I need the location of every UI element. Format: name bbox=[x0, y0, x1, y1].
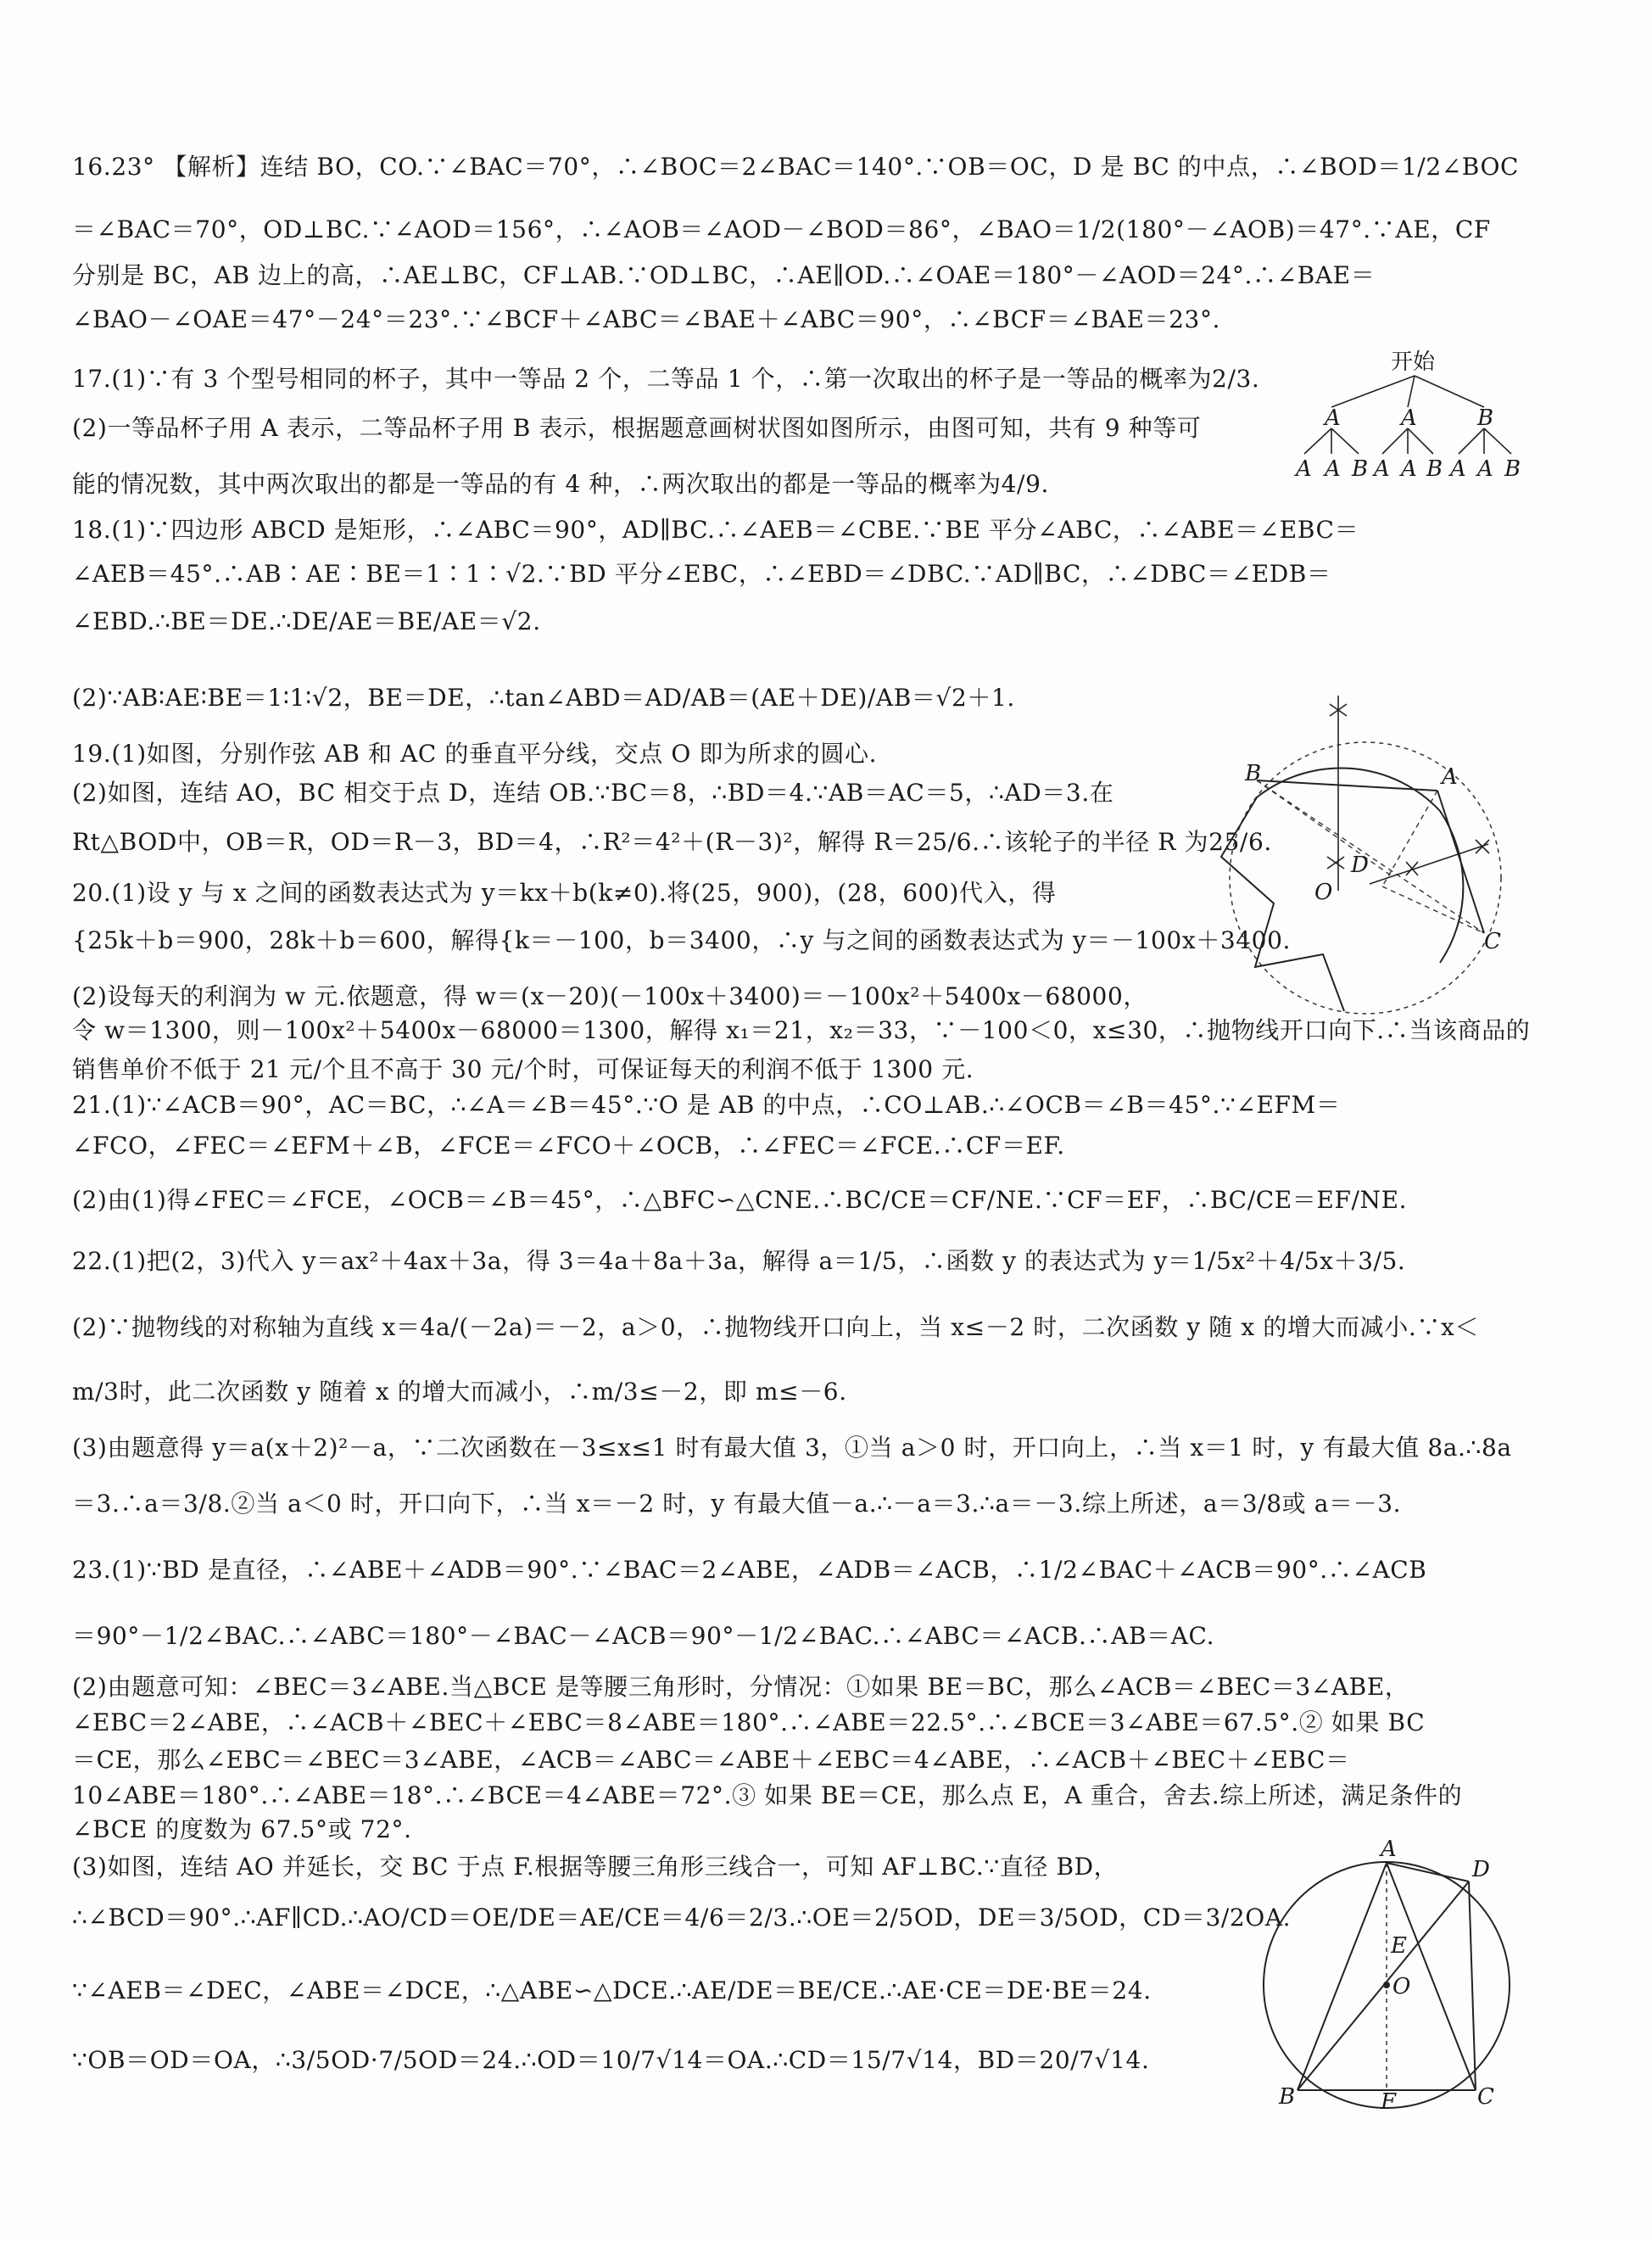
circle-label-F: F bbox=[1381, 2089, 1397, 2115]
line-23-5: ＝CE，那么∠EBC＝∠BEC＝3∠ABE，∠ACB＝∠ABC＝∠ABE＋∠EBC＝4∠ABE，∴∠ACB＋∠BEC＋∠EBC＝ bbox=[72, 1746, 1350, 1774]
line-16-2: ＝∠BAC＝70°，OD⊥BC.∵∠AOD＝156°，∴∠AOB＝∠AOD－∠BOD＝86°，∠BAO＝1/2(180°－∠AOB)＝47°.∵AE，CF bbox=[72, 215, 1491, 243]
line-19-3: Rt△BOD中，OB＝R，OD＝R－3，BD＝4，∴R²＝4²＋(R－3)²，解得 R＝25/6.∴该轮子的半径 R 为25/6. bbox=[72, 828, 1272, 856]
line-23-9: ∴∠BCD＝90°.∴AF∥CD.∴AO/CD＝OE/DE＝AE/CE＝4/6＝2/3.∴OE＝2/5OD，DE＝3/5OD，CD＝3/2OA. bbox=[72, 1904, 1292, 1932]
line-16-3: 分别是 BC，AB 边上的高，∴AE⊥BC，CF⊥AB.∵OD⊥BC，∴AE∥OD.∴∠OAE＝180°－∠AOD＝24°.∴∠BAE＝ bbox=[72, 261, 1376, 289]
line-22-3: m/3时，此二次函数 y 随着 x 的增大而减小，∴m/3≤－2，即 m≤－6. bbox=[72, 1378, 847, 1406]
line-20-5: 销售单价不低于 21 元/个且不高于 30 元/个时，可保证每天的利润不低于 1300 元. bbox=[72, 1055, 974, 1083]
tree-root-label: 开始 bbox=[1391, 349, 1436, 375]
wheel-label-D: D bbox=[1351, 853, 1369, 878]
tree-l2-7: A bbox=[1477, 456, 1493, 482]
line-21-2: ∠FCO，∠FEC＝∠EFM＋∠B，∠FCE＝∠FCO＋∠OCB，∴∠FEC＝∠FCE.∴CF＝EF. bbox=[72, 1132, 1065, 1160]
line-22-5: ＝3.∴a＝3/8.②当 a＜0 时，开口向下，∴当 x＝－2 时，y 有最大值－a.∴－a＝3.∴a＝－3.综上所述，a＝3/8或 a＝－3. bbox=[72, 1490, 1402, 1518]
line-22-1: 22.(1)把(2，3)代入 y＝ax²＋4ax＋3a，得 3＝4a＋8a＋3a，解得 a＝1/5，∴函数 y 的表达式为 y＝1/5x²＋4/5x＋3/5. bbox=[72, 1247, 1406, 1275]
circle-figure-svg bbox=[1247, 1832, 1510, 2115]
line-20-4: 令 w＝1300，则－100x²＋5400x－68000＝1300，解得 x₁＝21，x₂＝33，∵－100＜0，x≤30，∴抛物线开口向下.∴当该商品的 bbox=[72, 1016, 1531, 1044]
line-23-11: ∵OB＝OD＝OA，∴3/5OD·7/5OD＝24.∴OD＝10/7√14＝OA.∴CD＝15/7√14，BD＝20/7√14. bbox=[72, 2046, 1150, 2074]
tree-l1-0: A bbox=[1325, 405, 1341, 431]
wheel-label-A: A bbox=[1442, 764, 1458, 790]
tree-l1-2: B bbox=[1477, 405, 1494, 431]
tree-l2-6: A bbox=[1450, 456, 1466, 482]
tree-l2-5: B bbox=[1426, 456, 1443, 482]
tree-l2-4: A bbox=[1401, 456, 1417, 482]
wheel-label-O: O bbox=[1314, 880, 1333, 905]
circle-label-O: O bbox=[1392, 1974, 1411, 1999]
wheel-figure bbox=[1196, 696, 1518, 1018]
line-17-2: (2)一等品杯子用 A 表示，二等品杯子用 B 表示，根据题意画树状图如图所示，由图可知，共有 9 种等可 bbox=[72, 414, 1202, 442]
wheel-figure-svg bbox=[1196, 696, 1518, 1018]
tree-l2-1: A bbox=[1325, 456, 1341, 482]
wheel-label-C: C bbox=[1484, 929, 1501, 954]
line-20-3: (2)设每天的利润为 w 元.依题意，得 w＝(x－20)(－100x＋3400)＝－100x²＋5400x－68000， bbox=[72, 982, 1147, 1010]
circle-label-D: D bbox=[1472, 1857, 1490, 1882]
line-18-4: (2)∵AB∶AE∶BE＝1∶1∶√2，BE＝DE，∴tan∠ABD＝AD/AB＝(AE＋DE)/AB＝√2＋1. bbox=[72, 684, 1015, 712]
line-18-1: 18.(1)∵四边形 ABCD 是矩形，∴∠ABC＝90°，AD∥BC.∴∠AEB＝∠CBE.∵BE 平分∠ABC，∴∠ABE＝∠EBC＝ bbox=[72, 516, 1359, 544]
line-23-7: ∠BCE 的度数为 67.5°或 72°. bbox=[72, 1815, 412, 1843]
circle-figure bbox=[1247, 1832, 1510, 2115]
line-23-4: ∠EBC＝2∠ABE，∴∠ACB＋∠BEC＋∠EBC＝8∠ABE＝180°.∴∠ABE＝22.5°.∴∠BCE＝3∠ABE＝67.5°.② 如果 BC bbox=[72, 1708, 1426, 1736]
line-23-10: ∵∠AEB＝∠DEC，∠ABE＝∠DCE，∴△ABE∽△DCE.∴AE/DE＝BE/CE.∴AE·CE＝DE·BE＝24. bbox=[72, 1976, 1152, 2004]
line-22-4: (3)由题意得 y＝a(x＋2)²－a，∵二次函数在－3≤x≤1 时有最大值 3，①当 a＞0 时，开口向上，∴当 x＝1 时，y 有最大值 8a.∴8a bbox=[72, 1434, 1512, 1462]
line-17-3: 能的情况数，其中两次取出的都是一等品的有 4 种，∴两次取出的都是一等品的概率为4/9. bbox=[72, 470, 1049, 498]
line-18-2: ∠AEB＝45°.∴AB∶AE∶BE＝1∶1∶√2.∵BD 平分∠EBC，∴∠EBD＝∠DBC.∵AD∥BC，∴∠DBC＝∠EDB＝ bbox=[72, 560, 1331, 588]
tree-diagram bbox=[1289, 344, 1521, 488]
wheel-label-B: B bbox=[1245, 761, 1262, 786]
line-17-1: 17.(1)∵有 3 个型号相同的杯子，其中一等品 2 个，二等品 1 个，∴第一次取出的杯子是一等品的概率为2/3. bbox=[72, 365, 1260, 393]
tree-l2-2: B bbox=[1352, 456, 1369, 482]
line-23-8: (3)如图，连结 AO 并延长，交 BC 于点 F.根据等腰三角形三线合一，可知 AF⊥BC.∵直径 BD， bbox=[72, 1853, 1119, 1881]
circle-label-A: A bbox=[1381, 1837, 1397, 1862]
line-16-4: ∠BAO－∠OAE＝47°－24°＝23°.∵∠BCF＋∠ABC＝∠BAE＋∠ABC＝90°，∴∠BCF＝∠BAE＝23°. bbox=[72, 305, 1221, 333]
tree-l2-0: A bbox=[1296, 456, 1312, 482]
line-18-3: ∠EBD.∴BE＝DE.∴DE/AE＝BE/AE＝√2. bbox=[72, 607, 541, 635]
circle-label-C: C bbox=[1477, 2084, 1494, 2110]
line-20-2: {25k＋b＝900，28k＋b＝600，解得{k＝－100，b＝3400，∴y 与之间的函数表达式为 y＝－100x＋3400. bbox=[72, 926, 1291, 954]
tree-l2-8: B bbox=[1504, 456, 1521, 482]
line-23-2: ＝90°－1/2∠BAC.∴∠ABC＝180°－∠BAC－∠ACB＝90°－1/2∠BAC.∴∠ABC＝∠ACB.∴AB＝AC. bbox=[72, 1622, 1215, 1650]
line-23-6: 10∠ABE＝180°.∴∠ABE＝18°.∴∠BCE＝4∠ABE＝72°.③ 如果 BE＝CE，那么点 E，A 重合，舍去.综上所述，满足条件的 bbox=[72, 1781, 1463, 1809]
line-23-3: (2)由题意可知：∠BEC＝3∠ABE.当△BCE 是等腰三角形时，分情况：①如果 BE＝BC，那么∠ACB＝∠BEC＝3∠ABE， bbox=[72, 1673, 1409, 1701]
circle-label-B: B bbox=[1279, 2084, 1296, 2110]
line-23-1: 23.(1)∵BD 是直径，∴∠ABE＋∠ADB＝90°.∵∠BAC＝2∠ABE，∠ADB＝∠ACB，∴1/2∠BAC＋∠ACB＝90°.∴∠ACB bbox=[72, 1556, 1427, 1584]
circle-label-E: E bbox=[1391, 1933, 1407, 1959]
tree-l1-1: A bbox=[1401, 405, 1417, 431]
line-21-1: 21.(1)∵∠ACB＝90°，AC＝BC，∴∠A＝∠B＝45°.∵O 是 AB 的中点，∴CO⊥AB.∴∠OCB＝∠B＝45°.∵∠EFM＝ bbox=[72, 1091, 1341, 1119]
tree-diagram-svg bbox=[1289, 344, 1521, 488]
line-20-1: 20.(1)设 y 与 x 之间的函数表达式为 y＝kx＋b(k≠0).将(25，900)，(28，600)代入，得 bbox=[72, 879, 1057, 907]
line-19-2: (2)如图，连结 AO，BC 相交于点 D，连结 OB.∵BC＝8，∴BD＝4.∵AB＝AC＝5，∴AD＝3.在 bbox=[72, 779, 1114, 807]
line-16-1: 16.23° 【解析】连结 BO，CO.∵∠BAC＝70°，∴∠BOC＝2∠BAC＝140°.∵OB＝OC，D 是 BC 的中点，∴∠BOD＝1/2∠BOC bbox=[72, 153, 1520, 181]
line-22-2: (2)∵抛物线的对称轴为直线 x＝4a/(－2a)＝－2，a＞0，∴抛物线开口向上，当 x≤－2 时，二次函数 y 随 x 的增大而减小.∵x＜ bbox=[72, 1313, 1479, 1341]
line-19-1: 19.(1)如图，分别作弦 AB 和 AC 的垂直平分线，交点 O 即为所求的圆心. bbox=[72, 740, 878, 768]
tree-l2-3: A bbox=[1374, 456, 1390, 482]
line-21-3: (2)由(1)得∠FEC＝∠FCE，∠OCB＝∠B＝45°，∴△BFC∽△CNE.∴BC/CE＝CF/NE.∵CF＝EF，∴BC/CE＝EF/NE. bbox=[72, 1186, 1408, 1214]
